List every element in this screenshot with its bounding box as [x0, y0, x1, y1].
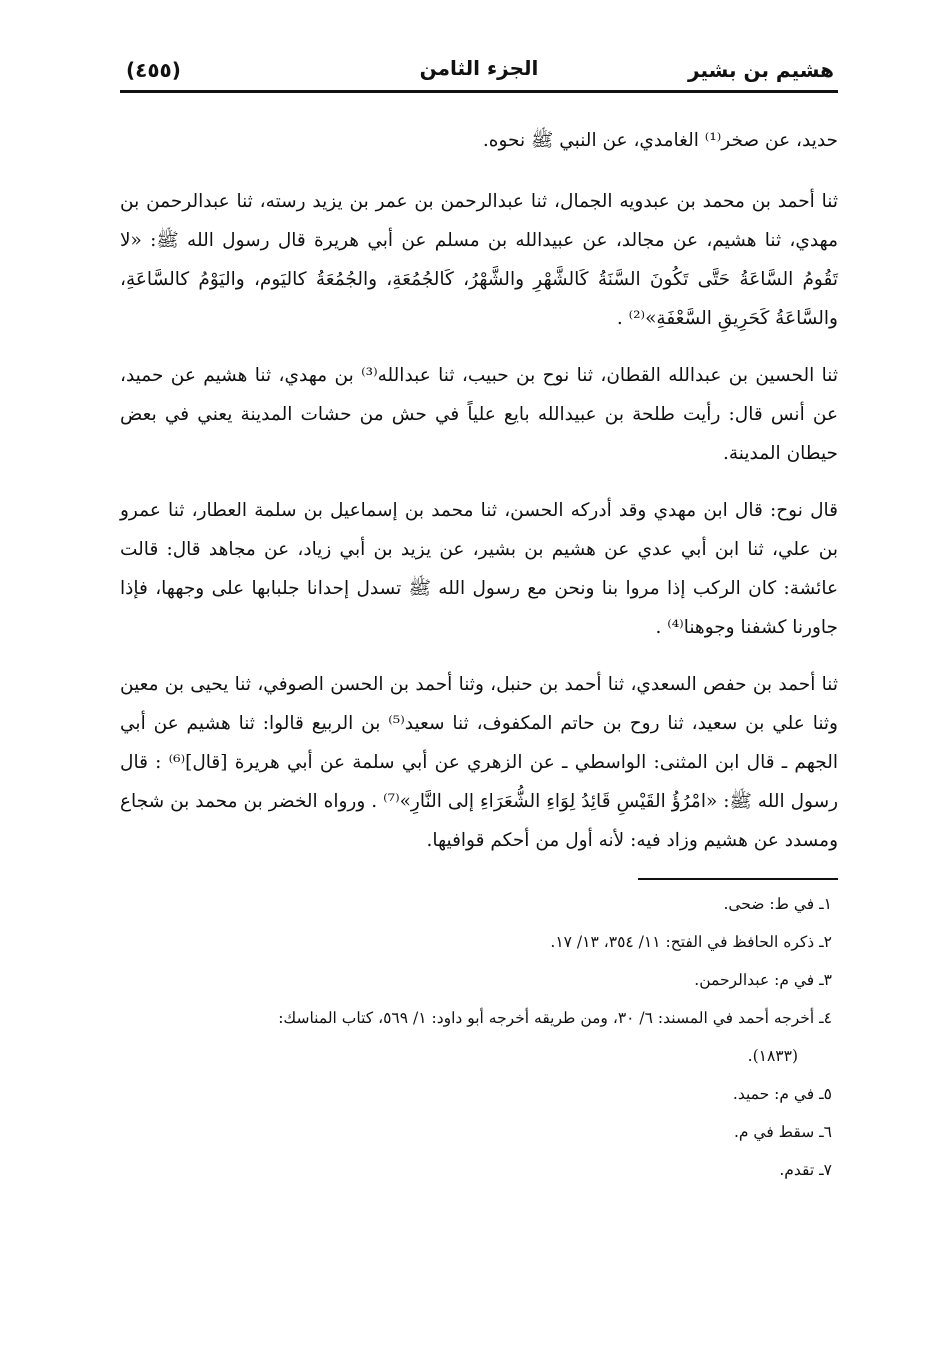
- footnote-6: ٦ـ سقط في م.: [733, 1123, 832, 1141]
- footnote-separator: [638, 878, 838, 880]
- main-text: [120, 121, 838, 860]
- page-number: (٤٥٥): [126, 58, 181, 82]
- header-author: هشيم بن بشير: [688, 58, 834, 82]
- paragraph-4: قال نوح: قال ابن مهدي وقد أدركه الحسن، ثنا محمد بن إسماعيل بن سلمة العطار، ثنا عمرو بن علي، ثنا ابن أبي عدي عن هشيم بن بشير، عن يزيد بن أبي زياد، عن مجاهد قال: قالت عائشة: كان الركب إذا مروا بنا ونحن مع رسول الله ﷺ تسدل إحدانا جلبابها على وجهها، فإذا جاورنا كشفنا وجوهنا⁽⁴⁾ .: [120, 500, 838, 638]
- paragraph-3: ثنا الحسين بن عبدالله القطان، ثنا نوح بن حبيب، ثنا عبدالله⁽³⁾ بن مهدي، ثنا هشيم عن حميد، عن أنس قال: رأيت طلحة بن عبيدالله بايع علياً في حش من حشات المدينة يعني في بعض حيطان المدينة.: [120, 365, 838, 464]
- header-rule: [120, 90, 838, 93]
- footnotes: [120, 890, 838, 1184]
- paragraph-1: حديد، عن صخر⁽¹⁾ الغامدي، عن النبي ﷺ نحوه.: [482, 130, 838, 151]
- book-page: [120, 44, 838, 1194]
- footnote-5: ٥ـ في م: حميد.: [732, 1085, 832, 1103]
- paragraph-2: ثنا أحمد بن محمد بن عبدويه الجمال، ثنا عبدالرحمن بن عمر بن يزيد رسته، ثنا عبدالرحمن بن مهدي، ثنا هشيم، عن مجالد، عن عبيدالله بن مسلم عن أبي هريرة قال رسول الله ﷺ: «لا تَقُومُ السَّاعَةُ حَتَّى تَكُونَ السَّنَةُ كَالشَّهْرِ والشَّهْرُ، كَالجُمُعَةِ، والجُمُعَةُ كاليَوم، واليَوْمُ كالسَّاعَةِ، والسَّاعَةُ كَحَرِيقِ السَّعْفَةِ»⁽²⁾ .: [120, 191, 838, 329]
- footnote-1: ١ـ في ط: ضحى.: [723, 895, 832, 913]
- header-part-title: الجزء الثامن: [419, 56, 539, 80]
- footnote-7: ٧ـ تقدم.: [779, 1161, 832, 1179]
- footnote-3: ٣ـ في م: عبدالرحمن.: [694, 971, 832, 989]
- footnote-4-continuation: (١٨٣٣).: [747, 1047, 798, 1065]
- running-header: [120, 44, 838, 88]
- paragraph-5: ثنا أحمد بن حفص السعدي، ثنا أحمد بن حنبل، وثنا أحمد بن الحسن الصوفي، ثنا يحيى بن معين وثنا علي بن سعيد، ثنا روح بن حاتم المكفوف، ثنا سعيد⁽⁵⁾ بن الربيع قالوا: ثنا هشيم عن أبي الجهم ـ قال ابن المثنى: الواسطي ـ عن الزهري عن أبي سلمة عن أبي هريرة [قال]⁽⁶⁾ : قال رسول الله ﷺ: «امْرُؤُ القَيْسِ قَائِدُ لِوَاءِ الشُّعَرَاءِ إلى النَّارِ»⁽⁷⁾ . ورواه الخضر بن محمد بن شجاع ومسدد عن هشيم وزاد فيه: لأنه أول من أحكم قوافيها.: [120, 674, 839, 851]
- footnote-2: ٢ـ ذكره الحافظ في الفتح: ١١/ ٣٥٤، ١٣/ ١٧.: [550, 933, 832, 951]
- footnote-4: ٤ـ أخرجه أحمد في المسند: ٦/ ٣٠، ومن طريقه أخرجه أبو داود: ١/ ٥٦٩، كتاب المناسك:: [278, 1009, 832, 1027]
